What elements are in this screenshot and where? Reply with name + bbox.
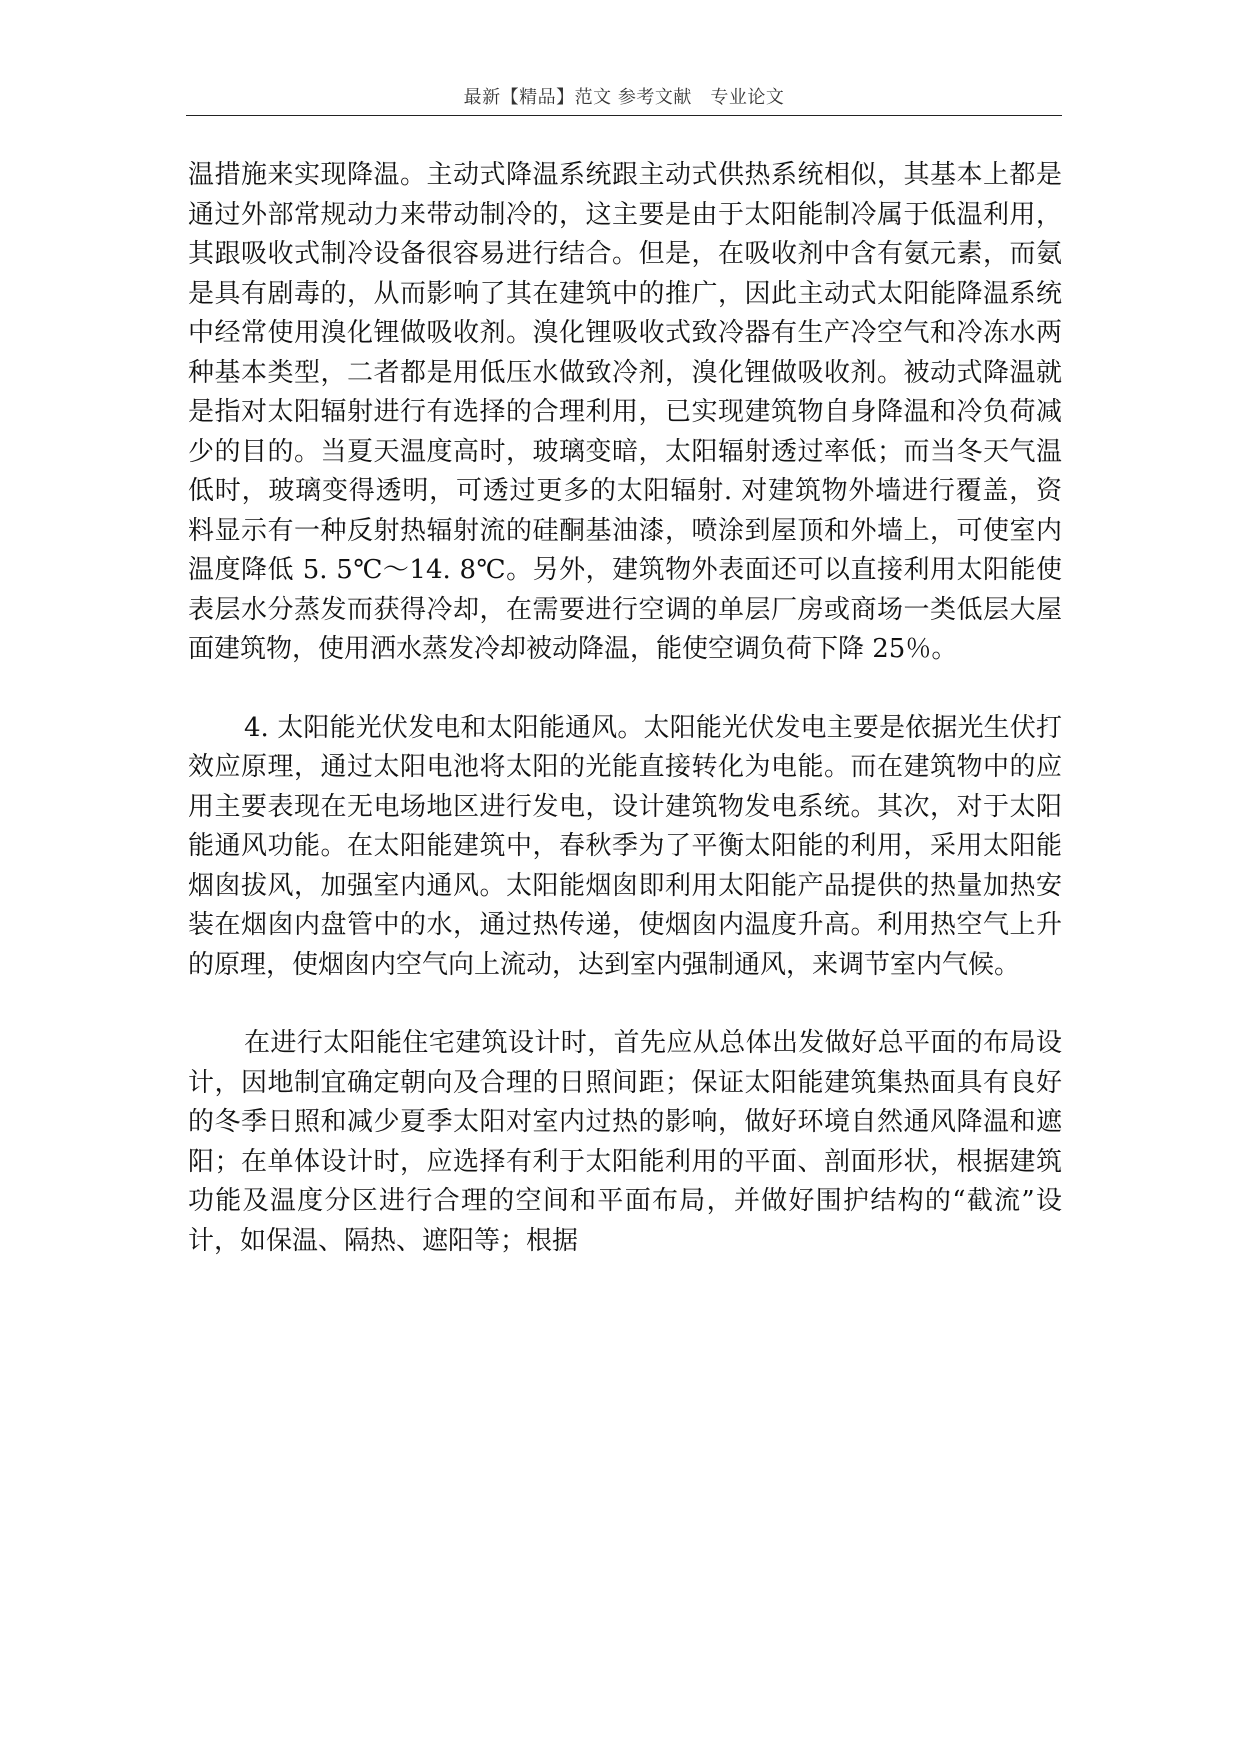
document-body [188,156,1062,1261]
paragraph-cooling: 温措施来实现降温。主动式降温系统跟主动式供热系统相似，其基本上都是通过外部常规动力来带动制冷的，这主要是由于太阳能制冷属于低温利用，其跟吸收式制冷设备很容易进行结合。但是，在吸收剂中含有氨元素，而氨是具有剧毒的，从而影响了其在建筑中的推广，因此主动式太阳能降温系统中经常使用溴化锂做吸收剂。溴化锂吸收式致冷器有生产冷空气和冷冻水两种基本类型，二者都是用低压水做致冷剂，溴化锂做吸收剂。被动式降温就是指对太阳辐射进行有选择的合理利用，已实现建筑物自身降温和冷负荷减少的目的。当夏天温度高时，玻璃变暗，太阳辐射透过率低；而当冬天气温低时，玻璃变得透明，可透过更多的太阳辐射. 对建筑物外墙进行覆盖，资料显示有一种反射热辐射流的硅酮基油漆，喷涂到屋顶和外墙上，可使室内温度降低 5. 5℃～14. 8℃。另外，建筑物外表面还可以直接利用太阳能使表层水分蒸发而获得冷却，在需要进行空调的单层厂房或商场一类低层大屋面建筑物，使用洒水蒸发冷却被动降温，能使空调负荷下降 25％。 [188,160,1062,664]
header-divider [186,115,1062,116]
paragraph-photovoltaic-ventilation: 4. 太阳能光伏发电和太阳能通风。太阳能光伏发电主要是依据光生伏打效应原理，通过太阳电池将太阳的光能直接转化为电能。而在建筑物中的应用主要表现在无电场地区进行发电，设计建筑物发电系统。其次，对于太阳能通风功能。在太阳能建筑中，春秋季为了平衡太阳能的利用，采用太阳能烟囱拔风，加强室内通风。太阳能烟囱即利用太阳能产品提供的热量加热安装在烟囱内盘管中的水，通过热传递，使烟囱内温度升高。利用热空气上升的原理，使烟囱内空气向上流动，达到室内强制通风，来调节室内气候。 [188,712,1062,980]
paragraph-residential-design: 在进行太阳能住宅建筑设计时，首先应从总体出发做好总平面的布局设计，因地制宜确定朝向及合理的日照间距；保证太阳能建筑集热面具有良好的冬季日照和减少夏季太阳对室内过热的影响，做好环境自然通风降温和遮阳；在单体设计时，应选择有利于太阳能利用的平面、剖面形状，根据建筑功能及温度分区进行合理的空间和平面布局，并做好围护结构的“截流”设计，如保温、隔热、遮阳等；根据 [188,1028,1062,1256]
page-header: 最新【精品】范文 参考文献 专业论文 [463,87,785,108]
